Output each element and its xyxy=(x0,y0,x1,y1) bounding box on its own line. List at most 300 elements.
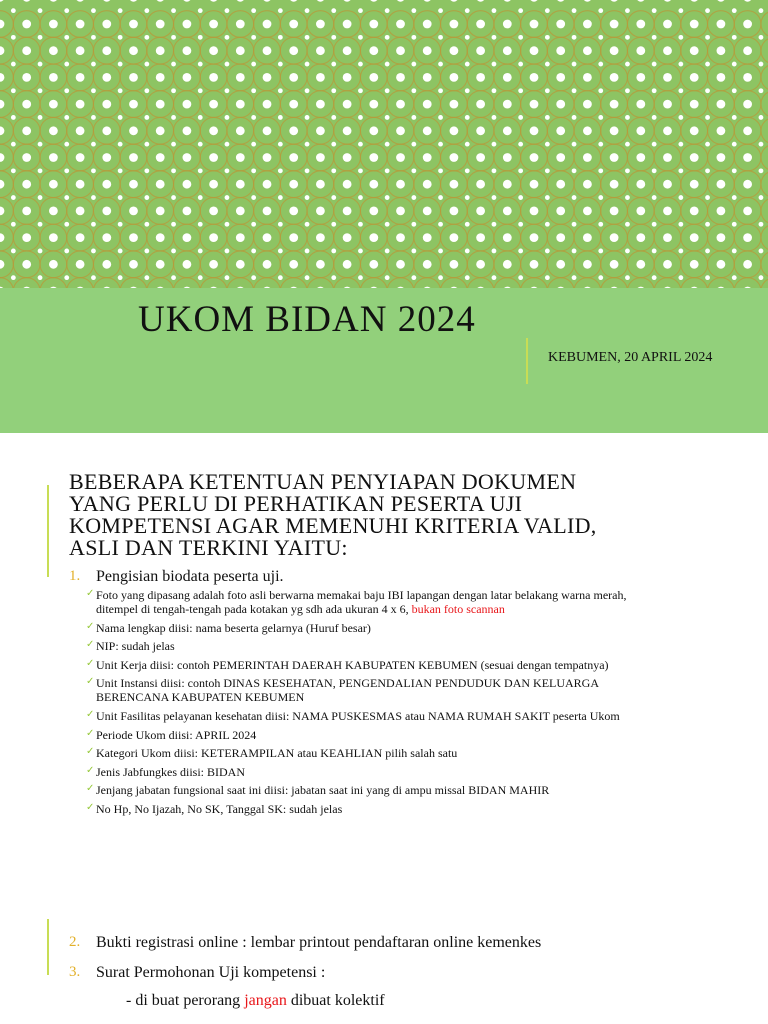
pattern-dot xyxy=(22,100,31,109)
pattern-dot-small xyxy=(358,275,363,280)
pattern-dot-small xyxy=(385,35,390,40)
pattern-dot-small xyxy=(732,62,737,67)
pattern-dot-small xyxy=(705,88,710,93)
pattern-dot xyxy=(450,100,459,109)
pattern-dot xyxy=(503,100,512,109)
pattern-dot xyxy=(263,126,272,135)
pattern-dot xyxy=(76,100,85,109)
pattern-dot-small xyxy=(465,8,470,13)
pattern-dot-small xyxy=(438,35,443,40)
pattern-dot-small xyxy=(198,142,203,147)
pattern-dot xyxy=(129,0,138,2)
pattern-dot-small xyxy=(358,35,363,40)
pattern-dot xyxy=(636,73,645,82)
list-item: ✓ Periode Ukom diisi: APRIL 2024 xyxy=(86,727,257,742)
pattern-dot xyxy=(343,46,352,55)
pattern-dot xyxy=(476,20,485,29)
pattern-dot xyxy=(102,0,111,2)
pattern-dot-small xyxy=(705,249,710,254)
pattern-dot-small xyxy=(705,142,710,147)
pattern-dot-small xyxy=(759,168,764,173)
pattern-dot xyxy=(476,180,485,189)
pattern-dot xyxy=(156,207,165,216)
pattern-dot-small xyxy=(38,195,43,200)
pattern-dot xyxy=(22,153,31,162)
pattern-dot xyxy=(663,20,672,29)
pattern-ring xyxy=(761,37,768,64)
pattern-dot xyxy=(690,260,699,269)
pattern-dot xyxy=(556,233,565,242)
pattern-dot xyxy=(690,180,699,189)
pattern-dot-small xyxy=(385,168,390,173)
pattern-dot-small xyxy=(572,8,577,13)
pattern-dot xyxy=(610,153,619,162)
pattern-dot xyxy=(663,73,672,82)
pattern-dot-small xyxy=(732,35,737,40)
pattern-dot-small xyxy=(118,62,123,67)
pattern-dot xyxy=(0,0,4,2)
pattern-dot-small xyxy=(225,249,230,254)
pattern-dot-small xyxy=(759,115,764,120)
pattern-dot xyxy=(743,233,752,242)
pattern-dot-small xyxy=(465,115,470,120)
pattern-dot-small xyxy=(171,275,176,280)
pattern-dot-small xyxy=(572,195,577,200)
pattern-dot-small xyxy=(278,168,283,173)
pattern-dot xyxy=(76,126,85,135)
pattern-dot-small xyxy=(625,195,630,200)
pattern-dot xyxy=(0,73,4,82)
pattern-dot-small xyxy=(759,8,764,13)
pattern-dot xyxy=(0,153,4,162)
list-item-text: Pengisian biodata peserta uji. xyxy=(96,568,284,585)
pattern-dot-small xyxy=(518,62,523,67)
pattern-dot-small xyxy=(278,275,283,280)
pattern-dot xyxy=(0,46,4,55)
pattern-dot-small xyxy=(411,168,416,173)
highlight-text: bukan foto scannan xyxy=(411,602,505,616)
pattern-dot-small xyxy=(11,88,16,93)
pattern-dot xyxy=(369,73,378,82)
pattern-dot xyxy=(22,207,31,216)
pattern-dot-small xyxy=(465,168,470,173)
pattern-dot-small xyxy=(198,115,203,120)
pattern-dot-small xyxy=(278,35,283,40)
pattern-dot-small xyxy=(38,142,43,147)
pattern-dot-small xyxy=(598,222,603,227)
pattern-dot-small xyxy=(732,168,737,173)
pattern-dot xyxy=(450,153,459,162)
pattern-dot-small xyxy=(572,115,577,120)
pattern-dot xyxy=(209,260,218,269)
pattern-dot-small xyxy=(438,222,443,227)
pattern-dot xyxy=(369,180,378,189)
pattern-dot xyxy=(156,100,165,109)
pattern-dot xyxy=(156,233,165,242)
pattern-dot xyxy=(423,100,432,109)
pattern-dot xyxy=(476,233,485,242)
pattern-dot xyxy=(22,260,31,269)
pattern-dot xyxy=(49,126,58,135)
pattern-dot xyxy=(583,100,592,109)
pattern-dot-small xyxy=(518,8,523,13)
pattern-ring xyxy=(761,11,768,38)
pattern-ring xyxy=(360,278,387,288)
list-item-3 xyxy=(69,964,326,982)
pattern-dot-small xyxy=(678,8,683,13)
pattern-ring xyxy=(547,278,574,288)
pattern-dot-small xyxy=(759,142,764,147)
pattern-dot xyxy=(263,180,272,189)
pattern-dot-small xyxy=(331,88,336,93)
pattern-dot xyxy=(636,0,645,2)
pattern-dot xyxy=(690,207,699,216)
pattern-dot xyxy=(263,233,272,242)
pattern-dot-small xyxy=(171,8,176,13)
pattern-dot-small xyxy=(358,115,363,120)
pattern-dot xyxy=(663,260,672,269)
pattern-dot-small xyxy=(118,35,123,40)
pattern-dot-small xyxy=(305,88,310,93)
pattern-dot-small xyxy=(411,35,416,40)
pattern-dot xyxy=(556,260,565,269)
pattern-dot-small xyxy=(331,8,336,13)
pattern-dot xyxy=(209,180,218,189)
pattern-dot xyxy=(503,73,512,82)
pattern-dot xyxy=(743,260,752,269)
pattern-ring xyxy=(761,224,768,251)
pattern-dot-small xyxy=(144,275,149,280)
pattern-dot xyxy=(396,73,405,82)
pattern-dot xyxy=(183,73,192,82)
pattern-dot xyxy=(49,100,58,109)
pattern-dot-small xyxy=(411,115,416,120)
pattern-dot xyxy=(156,46,165,55)
pattern-dot xyxy=(450,260,459,269)
pattern-dot-small xyxy=(492,249,497,254)
list-number: 1. xyxy=(69,568,81,584)
pattern-dot xyxy=(396,0,405,2)
pattern-ring xyxy=(13,278,40,288)
pattern-dot-small xyxy=(64,275,69,280)
pattern-dot xyxy=(316,153,325,162)
checkmark-icon: ✓ xyxy=(86,746,95,758)
checkmark-icon: ✓ xyxy=(86,588,95,599)
pattern-dot-small xyxy=(411,62,416,67)
heading-line: KOMPETENSI AGAR MEMENUHI KRITERIA VALID, xyxy=(69,513,597,538)
pattern-dot xyxy=(636,153,645,162)
pattern-dot xyxy=(369,153,378,162)
list-item-1 xyxy=(69,568,284,586)
pattern-dot xyxy=(663,46,672,55)
pattern-dot xyxy=(583,73,592,82)
pattern-dot xyxy=(556,73,565,82)
pattern-dot-small xyxy=(625,88,630,93)
sub-note: - di buat perorang jangan dibuat kolektif xyxy=(126,992,385,1009)
pattern-dot xyxy=(556,207,565,216)
pattern-dot-small xyxy=(11,222,16,227)
pattern-dot xyxy=(183,180,192,189)
pattern-dot-small xyxy=(144,88,149,93)
pattern-dot xyxy=(636,46,645,55)
pattern-dot xyxy=(316,20,325,29)
pattern-dot xyxy=(236,233,245,242)
pattern-dot-small xyxy=(225,168,230,173)
pattern-dot xyxy=(76,46,85,55)
pattern-dot xyxy=(690,20,699,29)
pattern-dot-small xyxy=(171,35,176,40)
pattern-dot-small xyxy=(438,249,443,254)
pattern-dot-small xyxy=(759,35,764,40)
pattern-dot-small xyxy=(678,249,683,254)
checkmark-icon: ✓ xyxy=(86,639,95,651)
pattern-dot xyxy=(636,233,645,242)
pattern-dot-small xyxy=(572,275,577,280)
pattern-dot xyxy=(343,126,352,135)
pattern-dot xyxy=(316,260,325,269)
list-number: 3. xyxy=(69,964,81,980)
pattern-dot-small xyxy=(144,222,149,227)
pattern-dot-small xyxy=(11,249,16,254)
pattern-dot-small xyxy=(518,115,523,120)
pattern-dot xyxy=(289,0,298,2)
pattern-dot-small xyxy=(598,35,603,40)
checkmark-icon: ✓ xyxy=(86,657,95,669)
pattern-dot-small xyxy=(118,8,123,13)
pattern-dot xyxy=(129,73,138,82)
pattern-dot-small xyxy=(625,168,630,173)
checkmark-icon: ✓ xyxy=(86,764,95,776)
pattern-dot xyxy=(583,126,592,135)
pattern-dot-small xyxy=(678,168,683,173)
pattern-dot-small xyxy=(625,222,630,227)
pattern-dot xyxy=(503,233,512,242)
pattern-dot-small xyxy=(492,35,497,40)
pattern-dot-small xyxy=(171,142,176,147)
pattern-dot xyxy=(289,46,298,55)
pattern-dot-small xyxy=(251,35,256,40)
pattern-dot xyxy=(423,207,432,216)
pattern-dot-small xyxy=(64,249,69,254)
pattern-dot xyxy=(289,73,298,82)
pattern-dot-small xyxy=(572,222,577,227)
pattern-dot-small xyxy=(38,222,43,227)
pattern-dot-small xyxy=(358,249,363,254)
pattern-dot xyxy=(369,207,378,216)
pattern-dot xyxy=(343,233,352,242)
pattern-dot-small xyxy=(251,8,256,13)
pattern-dot-small xyxy=(438,88,443,93)
pattern-dot-small xyxy=(11,168,16,173)
pattern-ring xyxy=(387,278,414,288)
pattern-dot xyxy=(396,153,405,162)
pattern-dot xyxy=(530,233,539,242)
heading-line: YANG PERLU DI PERHATIKAN PESERTA UJI xyxy=(69,491,523,516)
pattern-dot xyxy=(476,0,485,2)
pattern-dot-small xyxy=(732,222,737,227)
pattern-dot xyxy=(316,207,325,216)
pattern-dot xyxy=(503,20,512,29)
pattern-dot xyxy=(0,126,4,135)
pattern-dot-small xyxy=(358,168,363,173)
pattern-dot-small xyxy=(705,222,710,227)
pattern-dot xyxy=(236,46,245,55)
pattern-dot-small xyxy=(652,35,657,40)
pattern-dot-small xyxy=(144,249,149,254)
pattern-dot xyxy=(743,46,752,55)
pattern-dot-small xyxy=(652,115,657,120)
pattern-dot-small xyxy=(598,249,603,254)
pattern-dot-small xyxy=(705,115,710,120)
pattern-dot-small xyxy=(198,249,203,254)
pattern-dot-small xyxy=(385,275,390,280)
pattern-dot-small xyxy=(492,88,497,93)
pattern-dot-small xyxy=(732,249,737,254)
pattern-dot-small xyxy=(385,62,390,67)
pattern-dot-small xyxy=(278,195,283,200)
pattern-dot xyxy=(369,100,378,109)
pattern-ring xyxy=(681,278,708,288)
pattern-dot xyxy=(209,46,218,55)
pattern-dot xyxy=(316,126,325,135)
pattern-dot xyxy=(636,126,645,135)
pattern-dot xyxy=(530,100,539,109)
pattern-dot xyxy=(343,180,352,189)
pattern-dot xyxy=(22,0,31,2)
pattern-dot-small xyxy=(465,62,470,67)
pattern-dot-small xyxy=(438,142,443,147)
pattern-dot-small xyxy=(38,275,43,280)
list-item: ✓ Nama lengkap diisi: nama beserta gelarnya (Huruf besar) xyxy=(86,620,371,635)
list-number: 2. xyxy=(69,934,81,950)
pattern-dot xyxy=(289,260,298,269)
pattern-dot xyxy=(717,46,726,55)
pattern-dot-small xyxy=(358,222,363,227)
list-item-text: Surat Permohonan Uji kompetensi : xyxy=(96,964,326,981)
pattern-dot-small xyxy=(385,88,390,93)
pattern-dot-small xyxy=(518,249,523,254)
pattern-dot-small xyxy=(518,88,523,93)
pattern-dot-small xyxy=(572,168,577,173)
pattern-dot-small xyxy=(64,168,69,173)
pattern-dot xyxy=(236,260,245,269)
pattern-dot-small xyxy=(625,8,630,13)
pattern-dot xyxy=(289,180,298,189)
pattern-dot xyxy=(450,20,459,29)
pattern-dot xyxy=(556,0,565,2)
pattern-dot xyxy=(610,20,619,29)
pattern-dot xyxy=(49,46,58,55)
pattern-dot-small xyxy=(518,35,523,40)
pattern-dot xyxy=(503,153,512,162)
pattern-dot-small xyxy=(38,249,43,254)
pattern-dot-small xyxy=(331,115,336,120)
pattern-dot-small xyxy=(438,195,443,200)
list-item: ✓ Kategori Ukom diisi: KETERAMPILAN atau KEAHLIAN pilih salah satu xyxy=(86,746,458,761)
pattern-dot-small xyxy=(625,35,630,40)
pattern-dot xyxy=(102,20,111,29)
pattern-dot-small xyxy=(251,168,256,173)
pattern-dot xyxy=(396,180,405,189)
pattern-dot-small xyxy=(251,222,256,227)
pattern-dot-small xyxy=(652,249,657,254)
pattern-ring xyxy=(334,278,361,288)
pattern-dot xyxy=(450,0,459,2)
pattern-dot xyxy=(610,180,619,189)
pattern-dot xyxy=(476,46,485,55)
pattern-dot xyxy=(369,20,378,29)
pattern-dot-small xyxy=(385,8,390,13)
pattern-dot-small xyxy=(118,115,123,120)
pattern-dot-small xyxy=(171,249,176,254)
pattern-dot xyxy=(503,260,512,269)
pattern-ring xyxy=(627,278,654,288)
list-item: ✓ Foto yang dipasang adalah foto asli berwarna memakai baju IBI lapangan dengan latar belakang warna merah, ditempel di tengah-tengah pada kotakan yg sdh ada ukuran 4 x 6, bukan foto scannan xyxy=(86,588,627,616)
pattern-dot xyxy=(0,207,4,216)
pattern-dot-small xyxy=(11,275,16,280)
pattern-dot-small xyxy=(11,195,16,200)
pattern-dot-small xyxy=(118,88,123,93)
pattern-dot-small xyxy=(251,195,256,200)
pattern-dot-small xyxy=(625,275,630,280)
pattern-dot-small xyxy=(144,142,149,147)
pattern-dot-small xyxy=(331,249,336,254)
pattern-dot xyxy=(129,126,138,135)
pattern-dot xyxy=(556,153,565,162)
pattern-dot xyxy=(717,153,726,162)
pattern-dot xyxy=(476,153,485,162)
pattern-dot-small xyxy=(225,8,230,13)
slide-subtitle: KEBUMEN, 20 APRIL 2024 xyxy=(548,350,713,365)
pattern-dot-small xyxy=(305,142,310,147)
pattern-dot xyxy=(717,100,726,109)
pattern-dot-small xyxy=(11,62,16,67)
list-item-text: Bukti registrasi online : lembar printout pendaftaran online kemenkes xyxy=(96,934,542,951)
pattern-dot xyxy=(610,46,619,55)
pattern-dot-small xyxy=(11,35,16,40)
pattern-dot-small xyxy=(545,195,550,200)
pattern-dot xyxy=(76,153,85,162)
pattern-dot xyxy=(263,153,272,162)
pattern-dot-small xyxy=(678,35,683,40)
pattern-dot xyxy=(636,180,645,189)
pattern-dot-small xyxy=(144,168,149,173)
pattern-dot-small xyxy=(759,88,764,93)
pattern-dot xyxy=(209,233,218,242)
pattern-ring xyxy=(467,278,494,288)
pattern-dot xyxy=(0,180,4,189)
pattern-dot-small xyxy=(678,115,683,120)
pattern-dot-small xyxy=(331,142,336,147)
pattern-dot-small xyxy=(385,142,390,147)
pattern-dot-small xyxy=(171,88,176,93)
pattern-dot xyxy=(530,126,539,135)
pattern-ring xyxy=(761,91,768,118)
pattern-dot-small xyxy=(545,275,550,280)
pattern-dot-small xyxy=(358,88,363,93)
pattern-ring xyxy=(734,278,761,288)
pattern-dot-small xyxy=(305,8,310,13)
pattern-dot-small xyxy=(144,62,149,67)
pattern-dot xyxy=(183,260,192,269)
pattern-dot-small xyxy=(678,195,683,200)
pattern-dot-small xyxy=(598,195,603,200)
pattern-dot-small xyxy=(144,115,149,120)
pattern-dot-small xyxy=(545,62,550,67)
pattern-dot xyxy=(263,100,272,109)
pattern-dot-small xyxy=(225,195,230,200)
pattern-dot-small xyxy=(225,222,230,227)
